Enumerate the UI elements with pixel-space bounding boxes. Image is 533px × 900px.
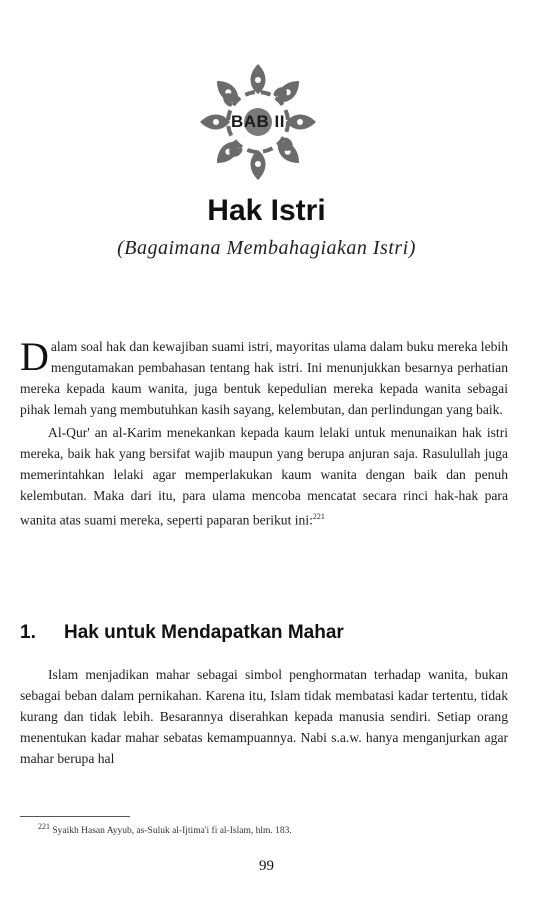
section-heading: [20, 622, 508, 644]
section-paragraph: [20, 664, 508, 769]
intro-paragraph-2-text: Al-Qur' an al-Karim menekankan kepada kaum lelaki untuk menunaikan hak istri mereka, baik hak yang bersifat wajib maupun yang berupa anjuran saja. Rasulullah juga memerintahkan lelaki agar memperlakukan kaum wanita dengan baik dan penuh kelembutan. Maka dari itu, para ulama mencoba mencatat secara rinci hak-hak para wanita atas suami mereka, seperti paparan berikut ini:: [20, 425, 508, 528]
page-number: 99: [259, 858, 274, 874]
drop-cap: D: [20, 334, 49, 379]
footnote: [20, 822, 508, 836]
footnote-divider: [20, 816, 130, 817]
chapter-subtitle: (Bagaimana Membahagiakan Istri): [117, 237, 416, 259]
chapter-title: Hak Istri: [207, 194, 326, 227]
footnote-reference: 221: [312, 512, 325, 521]
section-paragraph-text: Islam menjadikan mahar sebagai simbol penghormatan terhadap wanita, bukan sebagai beban dalam pernikahan. Karena itu, Islam tidak membatasi kadar tertentu, tidak kurang dan tidak lebih. Besarannya diserahkan kepada manusia sendiri. Setiap orang menentukan kadar mahar sebatas kemampuannya. Nabi s.a.w. hanya menganjurkan agar mahar berupa hal: [20, 667, 508, 766]
intro-paragraph-1-text: alam soal hak dan kewajiban suami istri, mayoritas ulama dalam buku mereka lebih mengutamakan pembahasan tentang hak istri. Ini menunjukkan besarnya perhatian mereka kepada kaum wanita, juga bentuk kepedulian mereka kepada wanita sebagai pihak lemah yang membutuhkan kasih sayang, kelembutan, dan perlindungan yang baik.: [20, 339, 508, 417]
chapter-label: BAB II: [231, 112, 285, 131]
section-number: 1.: [20, 622, 36, 643]
section-title: Hak untuk Mendapatkan Mahar: [64, 622, 344, 643]
intro-paragraph-1: [20, 336, 508, 531]
footnote-text: Syaikh Hasan Ayyub, as-Suluk al-Ijtima'i fi al-Islam, hlm. 183.: [52, 826, 292, 837]
footnote-number: 221: [38, 822, 50, 831]
